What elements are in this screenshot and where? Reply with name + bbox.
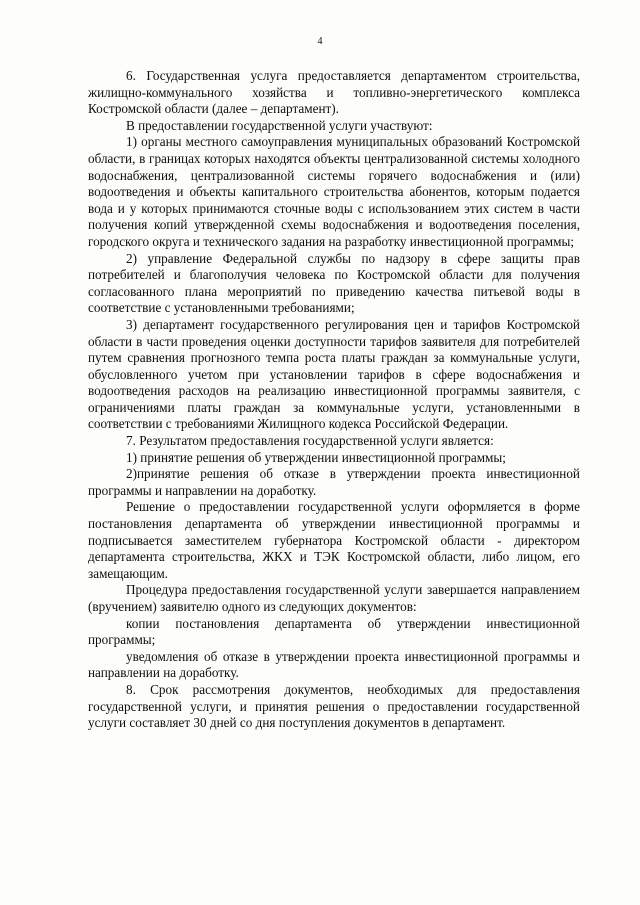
paragraph-procedure-completion: Процедура предоставления государственной услуги завершается направлением (вручением) заявителю одного из следующих документов:: [88, 582, 580, 614]
paragraph-decision-form: Решение о предоставлении государственной услуги оформляется в форме постановления департамента об утверждении инвестиционной программы и подписывается заместителем губернатора Костромской области - директором департамента строительства, ЖКХ и ТЭК Костромской области, либо лицом, его замещающим.: [88, 499, 580, 581]
paragraph-participant-1: 1) органы местного самоуправления муниципальных образований Костромской области, в границах которых находятся объекты централизованной системы холодного водоснабжения, централизованной системы горячего водоснабжения и (или) водоотведения и объекты капитального строительства абонентов, которым подается вода и у которых принимаются сточные воды с использованием этих систем в части получения копий утвержденной схемы водоснабжения и водоотведения поселения, городского округа и технического задания на разработку инвестиционной программы;: [88, 134, 580, 249]
paragraph-result-1: 1) принятие решения об утверждении инвестиционной программы;: [126, 449, 506, 465]
paragraph-document-copy: копии постановления департамента об утверждении инвестиционной программы;: [88, 615, 580, 648]
paragraph-participants-intro: В предоставлении государственной услуги участвуют:: [126, 117, 433, 133]
document-body: [88, 68, 580, 732]
page-number: 4: [317, 36, 323, 47]
paragraph-item-7-result: 7. Результатом предоставления государственной услуги является:: [126, 433, 494, 449]
paragraph-item-6-provider: 6. Государственная услуга предоставляется департаментом строительства, жилищно-коммунального хозяйства и топливно-энергетического комплекса Костромской области (далее – департамент).: [88, 68, 580, 117]
paragraph-result-2: 2)принятие решения об отказе в утверждении проекта инвестиционной программы и направлении на доработку.: [88, 466, 580, 498]
paragraph-participant-3: 3) департамент государственного регулирования цен и тарифов Костромской области в части проведения оценки доступности тарифов заявителя для потребителей путем сравнения прогнозного темпа роста платы граждан за коммунальные услуги, обусловленного учетом при установлении тарифов в сфере водоснабжения и водоотведения расходов на реализацию инвестиционной программы заявителя, с ограничениями платы граждан за коммунальные услуги, установленными в соответствии с требованиями Жилищного кодекса Российской Федерации.: [88, 316, 580, 432]
paragraph-document-notice: уведомления об отказе в утверждении проекта инвестиционной программы и направлении на доработку.: [88, 648, 580, 681]
paragraph-participant-2: 2) управление Федеральной службы по надзору в сфере защиты прав потребителей и благополучия человека по Костромской области для получения согласованного плана мероприятий по приведению качества питьевой воды в соответствие с установленными требованиями;: [88, 250, 580, 316]
paragraph-item-8-term: 8. Срок рассмотрения документов, необходимых для предоставления государственной услуги, и принятия решения о предоставлении государственной услуги составляет 30 дней со дня поступления документов в департамент.: [88, 681, 580, 731]
